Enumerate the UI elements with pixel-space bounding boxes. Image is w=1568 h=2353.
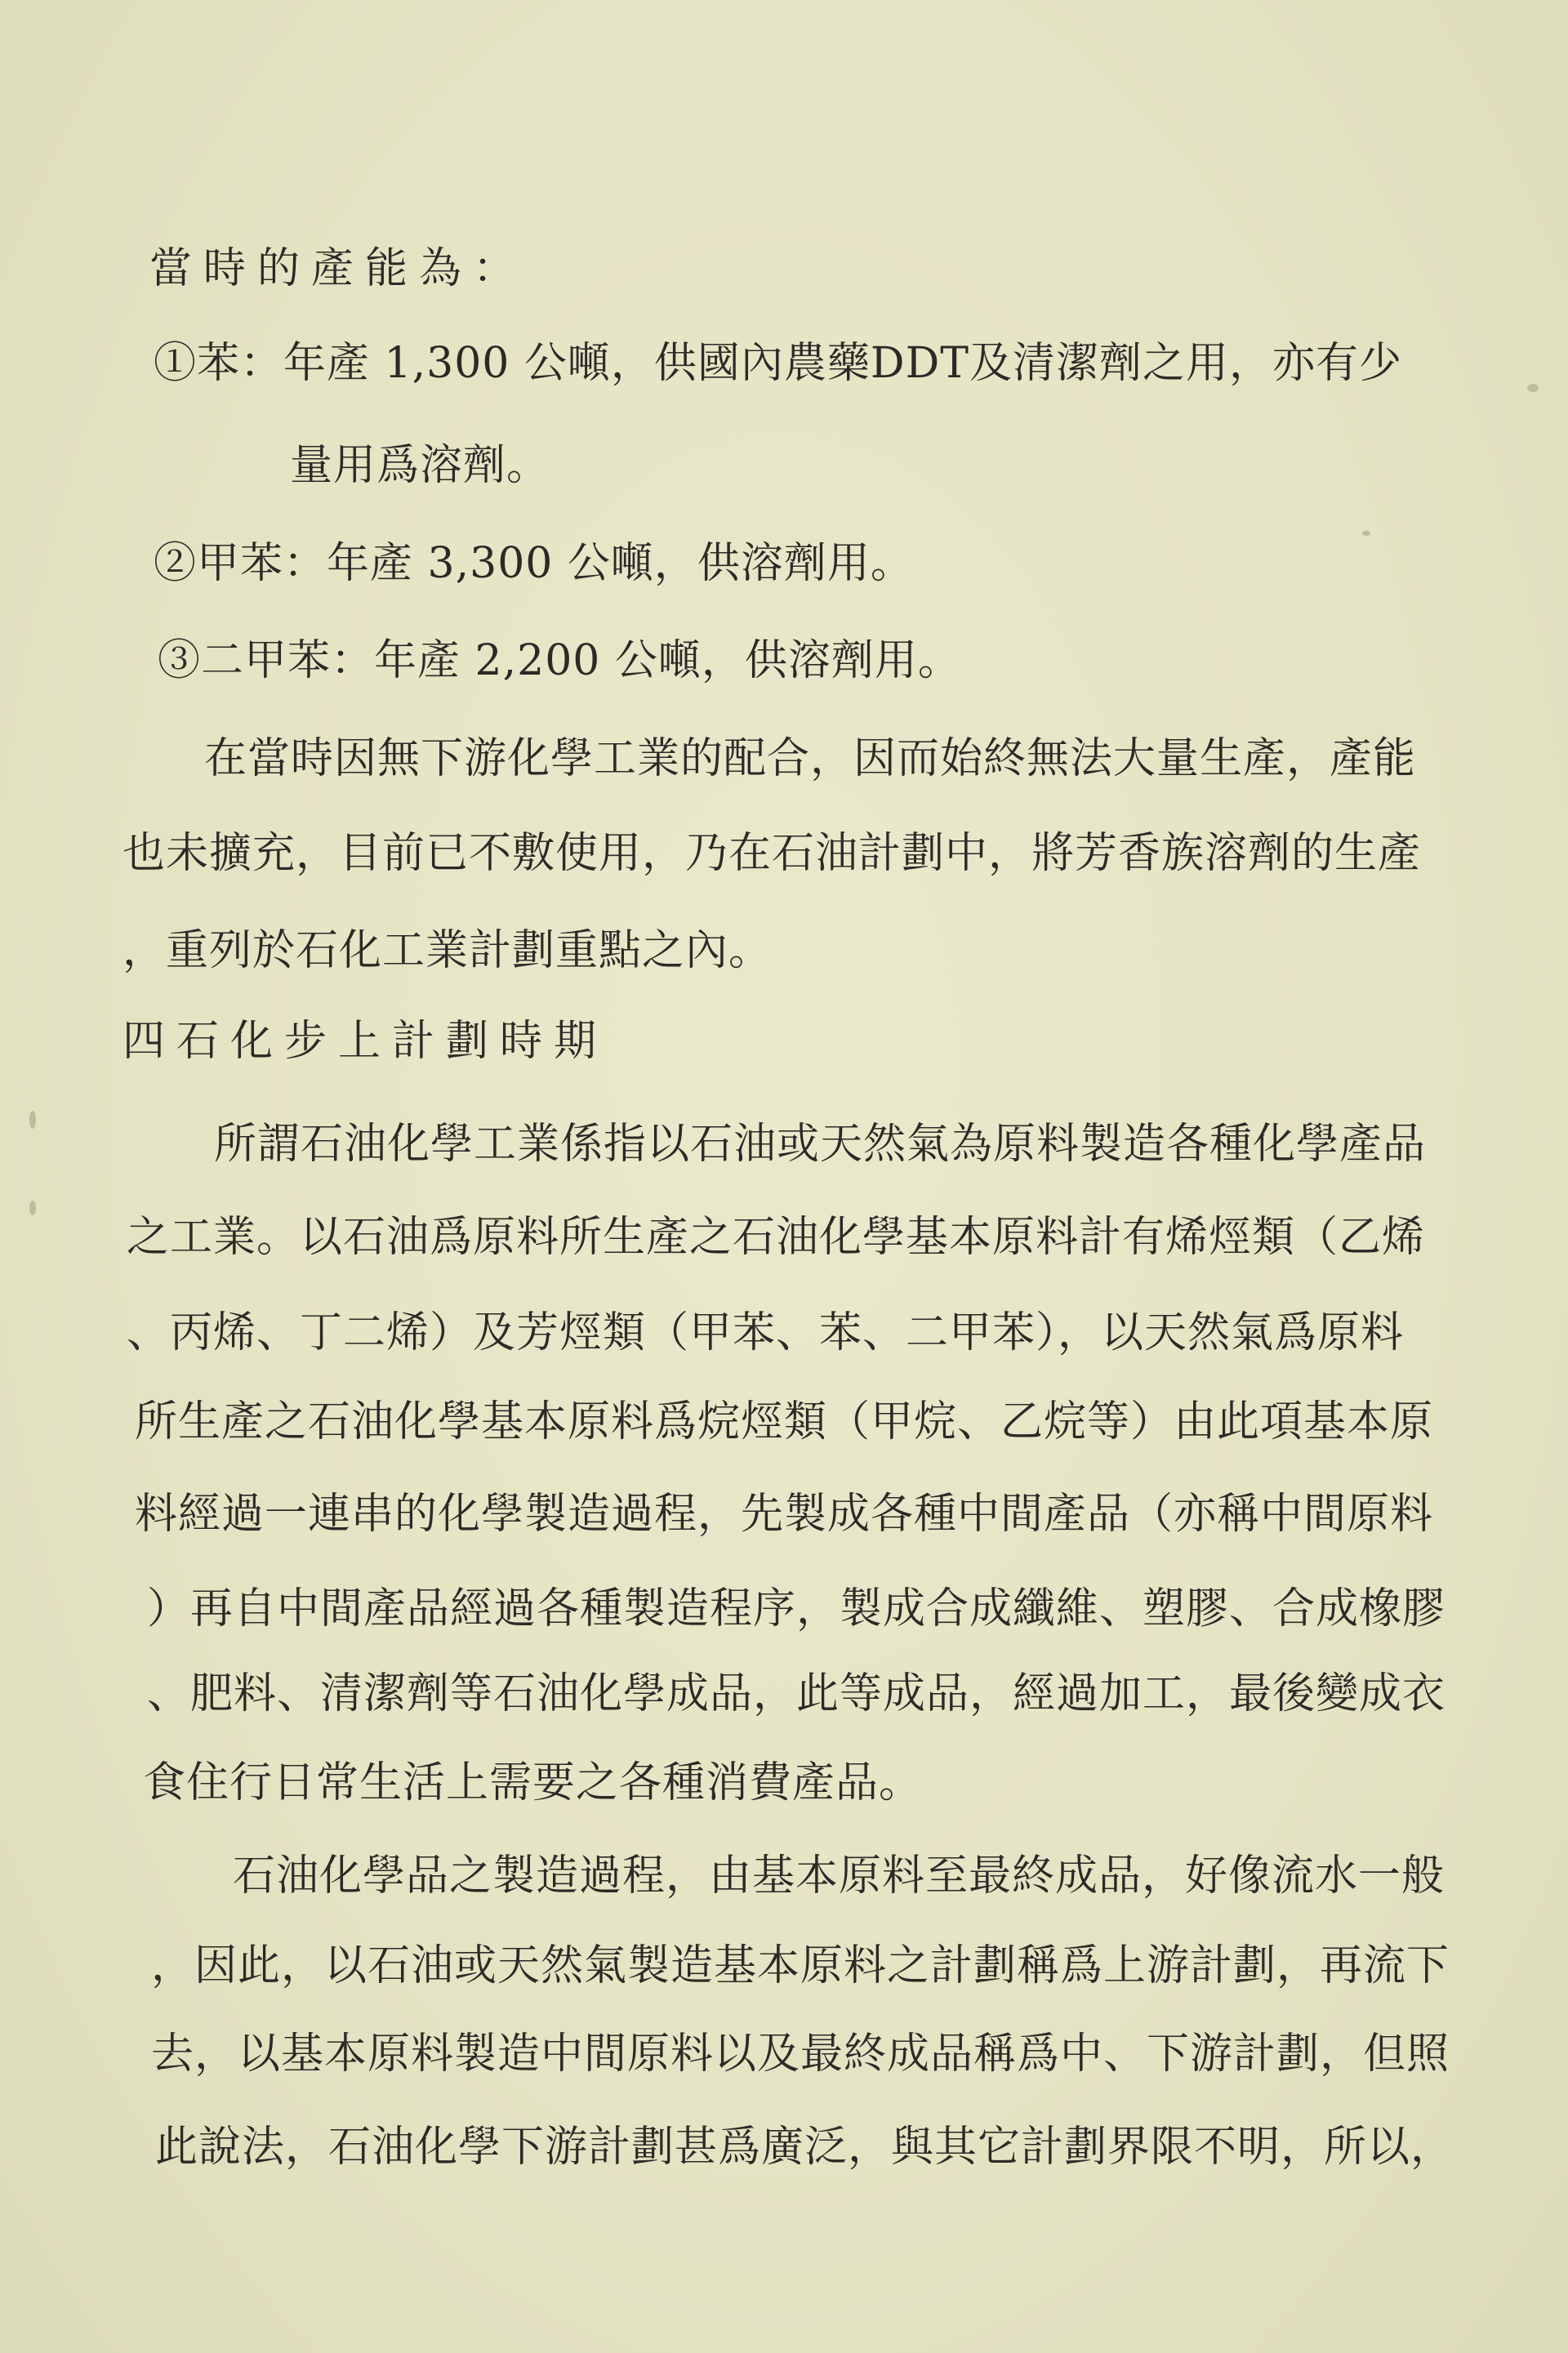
paragraph-line: 去，以基本原料製造中間原料以及最終成品稱爲中、下游計劃，但照 bbox=[151, 2030, 1450, 2079]
paragraph-line: ，重列於石化工業計劃重點之內。 bbox=[122, 926, 773, 975]
intro-line: 當時的產能為： bbox=[149, 244, 528, 293]
paragraph-line: 料經過一連串的化學製造過程，先製成各種中間產品（亦稱中間原料 bbox=[135, 1490, 1434, 1539]
paragraph-line: 也未擴充，目前已不敷使用，乃在石油計劃中，將芳香族溶劑的生產 bbox=[122, 829, 1422, 878]
paragraph-line: 之工業。以石油爲原料所生產之石油化學基本原料計有烯烴類（乙烯 bbox=[127, 1213, 1426, 1262]
list-item-benzene: ①苯：年產 1,300 公噸，供國內農藥DDT及清潔劑之用，亦有少 bbox=[154, 339, 1402, 388]
paragraph-line: 、肥料、清潔劑等石油化學成品，此等成品，經過加工，最後變成衣 bbox=[147, 1669, 1446, 1718]
paper-speck bbox=[29, 1201, 36, 1215]
list-item-toluene: ②甲苯：年產 3,300 公噸，供溶劑用。 bbox=[154, 539, 914, 588]
paragraph-line: 石油化學品之製造過程，由基本原料至最終成品，好像流水一般 bbox=[233, 1852, 1446, 1901]
paragraph-line: 所謂石油化學工業係指以石油或天然氣為原料製造各種化學產品 bbox=[214, 1120, 1427, 1169]
paragraph-line: 所生產之石油化學基本原料爲烷烴類（甲烷、乙烷等）由此項基本原 bbox=[135, 1397, 1434, 1446]
paragraph-line: 食住行日常生活上需要之各種消費產品。 bbox=[143, 1758, 923, 1807]
list-item-xylene: ③二甲苯：年產 2,200 公噸，供溶劑用。 bbox=[158, 636, 961, 685]
paragraph-line: ，因此，以石油或天然氣製造基本原料之計劃稱爲上游計劃，再流下 bbox=[151, 1941, 1450, 1990]
paper-speck bbox=[29, 1111, 36, 1129]
section-heading: 四石化步上計劃時期 bbox=[122, 1017, 608, 1066]
paper-speck bbox=[1527, 384, 1539, 392]
paper-speck bbox=[1362, 531, 1370, 536]
paragraph-line: 在當時因無下游化學工業的配合，因而始終無法大量生產，產能 bbox=[204, 734, 1417, 783]
list-item-benzene-cont: 量用爲溶劑。 bbox=[290, 441, 550, 490]
paragraph-line: 、丙烯、丁二烯）及芳烴類（甲苯、苯、二甲苯），以天然氣爲原料 bbox=[127, 1308, 1405, 1357]
paragraph-line: ）再自中間產品經過各種製造程序，製成合成纖維、塑膠、合成橡膠 bbox=[147, 1584, 1446, 1633]
paragraph-line: 此說法，石油化學下游計劃甚爲廣泛，與其它計劃界限不明，所以， bbox=[155, 2123, 1454, 2172]
